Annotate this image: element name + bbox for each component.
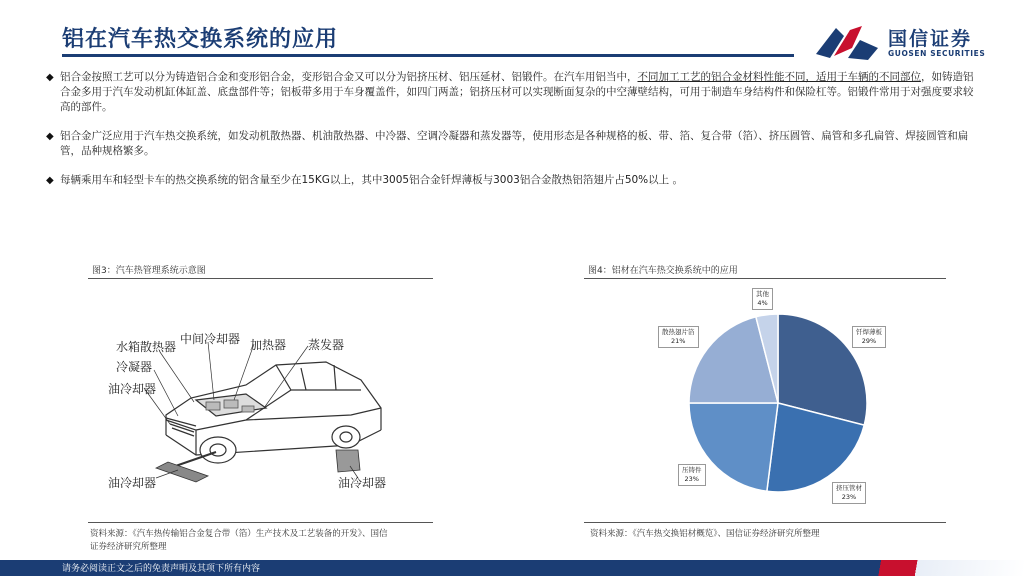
bullet-text: 每辆乘用车和轻型卡车的热交换系统的铝含量至少在15KG以上，其中3005铝合金钎焊薄板与3003铝合金散热铝箔翅片占50%以上 。 bbox=[60, 174, 683, 186]
label-oil-cooler: 油冷却器 bbox=[108, 382, 157, 396]
figure3-caption: 图3：汽车热管理系统示意图 bbox=[92, 266, 206, 276]
bullet-item bbox=[46, 70, 976, 115]
pie-slice-name: 钎焊薄板 bbox=[856, 328, 882, 336]
footer-disclaimer: 请务必阅读正文之后的免责声明及其项下所有内容 bbox=[62, 564, 261, 574]
pie-slice-name: 挤压管材 bbox=[836, 484, 862, 492]
figure4-bottom-rule bbox=[584, 522, 946, 523]
pie-slice-label bbox=[678, 464, 706, 486]
pie-slice-label bbox=[752, 288, 773, 310]
figure4-caption: 图4：铝材在汽车热交换系统中的应用 bbox=[588, 266, 738, 276]
figure3-source bbox=[90, 528, 388, 554]
pie-slice-percent: 23% bbox=[841, 493, 857, 501]
bullet-text: 铝合金广泛应用于汽车热交换系统，如发动机散热器、机油散热器、中冷器、空调冷凝器和蒸发器等，使用形态是各种规格的板、带、箔、复合带（箔）、挤压圆管、扁管和多孔扁管、焊接圆管和扁管，品种规格繁多。 bbox=[60, 130, 969, 157]
diamond-bullet-icon: ◆ bbox=[46, 175, 54, 186]
logo-chinese-text: 国信证券 bbox=[888, 28, 973, 50]
pie-slice-label bbox=[658, 326, 699, 348]
bullet-item bbox=[46, 173, 976, 188]
pie-slice-label bbox=[852, 326, 886, 348]
page-title: 铝在汽车热交换系统的应用 bbox=[62, 27, 339, 52]
pie-slice-percent: 4% bbox=[757, 299, 768, 307]
bullet-text: 铝合金按照工艺可以分为铸造铝合金和变形铝合金，变形铝合金又可以分为铝挤压材、铝压延材、铝锻件。在汽车用铝当中， bbox=[60, 71, 638, 83]
pie-slice-name: 压铸件 bbox=[682, 466, 702, 474]
label-condenser: 冷凝器 bbox=[116, 360, 153, 374]
pie-chart bbox=[640, 286, 940, 506]
pie-slice-name: 散热翅片箔 bbox=[662, 328, 695, 336]
label-intercooler: 中间冷却器 bbox=[180, 332, 241, 346]
figure3-bottom-rule bbox=[88, 522, 433, 523]
pie-slice-name: 其他 bbox=[756, 290, 769, 298]
label-oil-cooler: 油冷却器 bbox=[108, 476, 157, 490]
figure3-source-line: 资料来源：《汽车热传输铝合金复合带（箔）生产技术及工艺装备的开发》、国信 bbox=[90, 529, 388, 539]
bullet-underlined-text: 不同加工工艺的铝合金材料性能不同，适用于车辆的不同部位 bbox=[637, 71, 921, 83]
label-heater: 加热器 bbox=[250, 338, 287, 352]
figure3-top-rule bbox=[88, 278, 433, 279]
label-oil-cooler: 油冷却器 bbox=[338, 476, 387, 490]
logo-english-text: GUOSEN SECURITIES bbox=[888, 49, 986, 58]
pie-slice-percent: 21% bbox=[671, 337, 686, 345]
company-logo bbox=[812, 18, 992, 64]
pie-slice-percent: 29% bbox=[861, 337, 877, 345]
diamond-bullet-icon: ◆ bbox=[46, 72, 54, 83]
title-underline bbox=[62, 54, 794, 57]
label-radiator: 水箱散热器 bbox=[116, 340, 177, 354]
bullet-text: ，如铸造铝合金多用于汽车发动机缸体缸盖、底盘部件等；铝板带多用于车身覆盖件，如四门两盖；铝挤压材可以实现断面复杂的中空薄壁结构，可用于制造车身结构件和保险杠等。铝锻件常用于对强度要求较高的部件。 bbox=[60, 71, 974, 113]
diamond-bullet-icon: ◆ bbox=[46, 131, 54, 142]
footer-accent-stripe bbox=[784, 560, 1024, 576]
label-evaporator: 蒸发器 bbox=[308, 338, 345, 352]
footer-bar bbox=[0, 560, 1024, 576]
bullet-item bbox=[46, 129, 976, 159]
figure4-top-rule bbox=[584, 278, 946, 279]
figure4-source: 资料来源：《汽车热交换铝材概览》、国信证券经济研究所整理 bbox=[590, 529, 820, 539]
figure3-source-line: 证券经济研究所整理 bbox=[90, 542, 167, 552]
pie-slice-label bbox=[832, 482, 866, 504]
car-diagram bbox=[96, 320, 406, 510]
logo-mark-icon bbox=[812, 18, 882, 64]
bullet-list bbox=[46, 70, 976, 202]
pie-slice-percent: 23% bbox=[684, 475, 699, 483]
